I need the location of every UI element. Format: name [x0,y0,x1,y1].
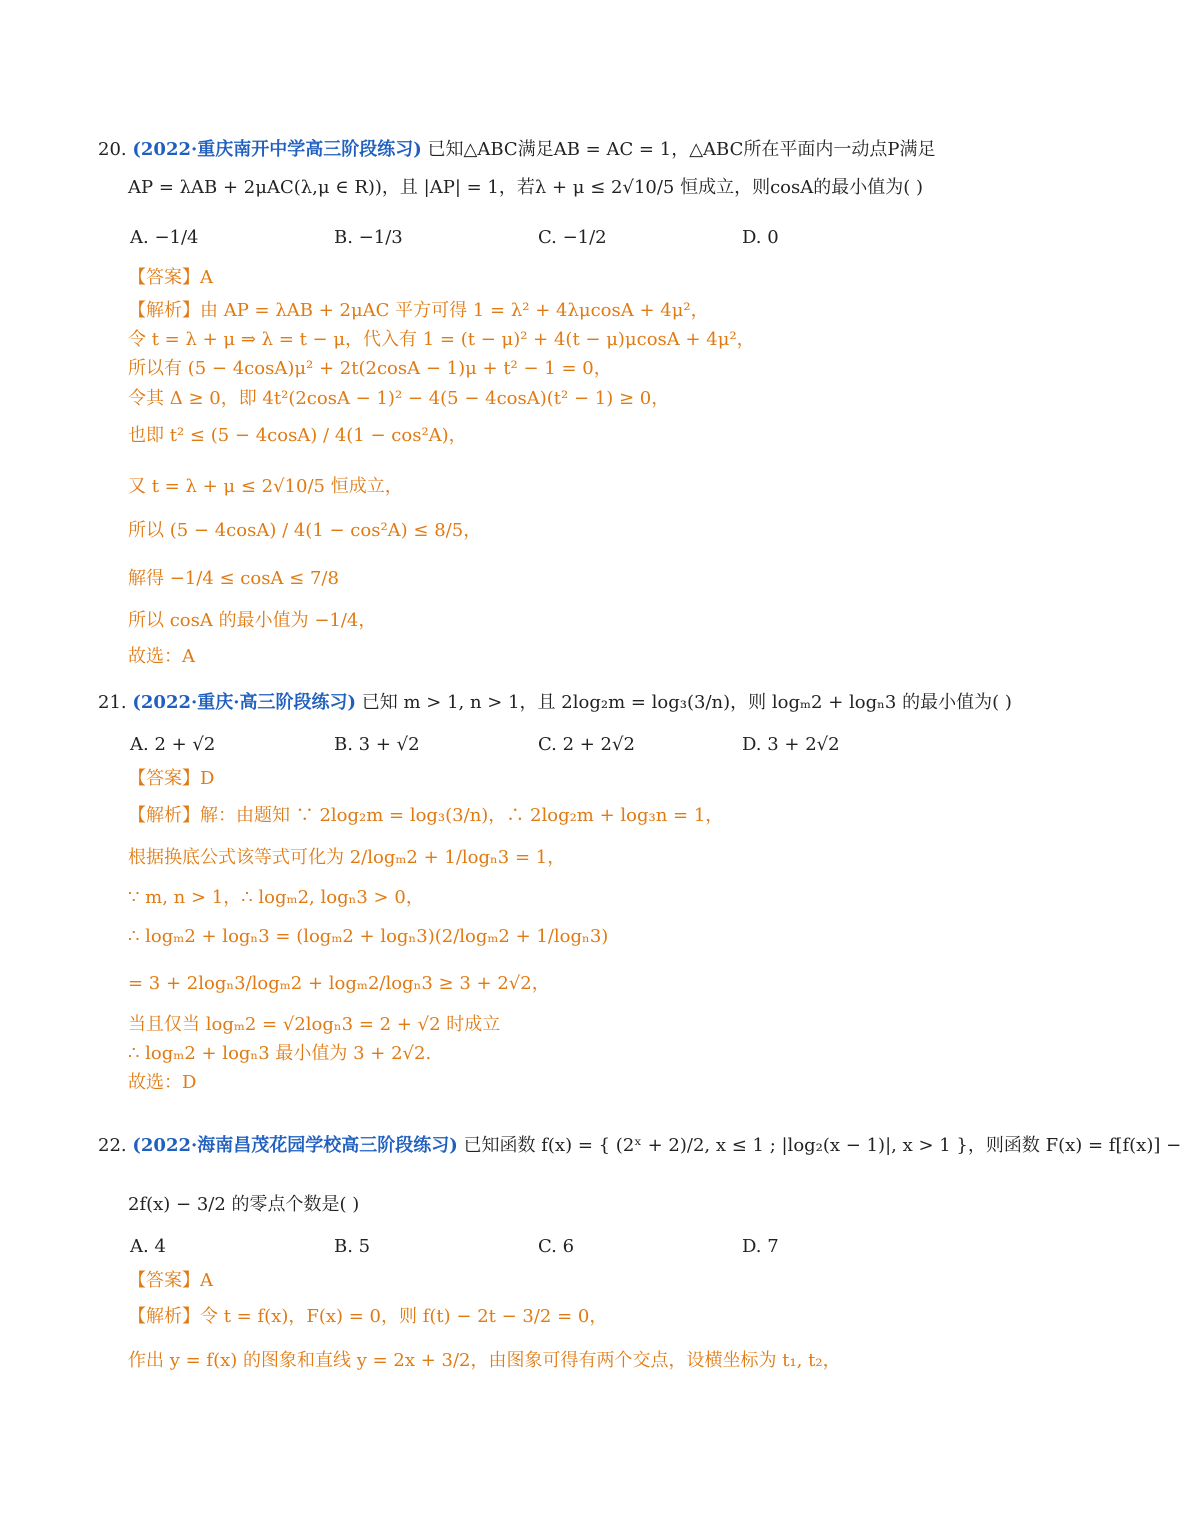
q21-analysis-line: 根据换底公式该等式可化为 2/logₘ2 + 1/logₙ3 = 1， [128,847,566,868]
q20-analysis-line: 所以 cosA 的最小值为 −1/4， [128,610,377,631]
q21-stem-text: 已知 m > 1, n > 1，且 2log₂m = log₃(3/n)，则 logₘ2 + logₙ3 的最小值为( ) [361,692,1012,713]
q20-analysis-line: 又 t = λ + μ ≤ 2√10/5 恒成立， [128,476,403,497]
q22-option-d: D. 7 [742,1236,779,1257]
q21-option-d: D. 3 + 2√2 [742,734,840,755]
q20-analysis-line: 令 t = λ + μ ⇒ λ = t − μ，代入有 1 = (t − μ)² + 4(t − μ)μcosA + 4μ²， [128,329,755,350]
q21-analysis-line: 当且仅当 logₘ2 = √2logₙ3 = 2 + √2 时成立 [128,1014,501,1035]
q20-analysis-line: 也即 t² ≤ (5 − 4cosA) / 4(1 − cos²A)， [128,425,467,446]
q21-analysis-line: 故选：D [128,1072,197,1093]
q22-analysis-line: 【解析】令 t = f(x)，F(x) = 0，则 f(t) − 2t − 3/2 = 0， [128,1306,608,1327]
q22-option-b: B. 5 [334,1236,371,1257]
q20-option-a: A. −1/4 [130,227,199,248]
q21-source: (2022·重庆·高三阶段练习) [132,692,357,713]
q20-answer: 【答案】A [128,267,213,288]
q22-number: 22. [98,1135,127,1156]
q21-option-c: C. 2 + 2√2 [538,734,635,755]
q21-analysis-line: 【解析】解：由题知 ∵ 2log₂m = log₃(3/n)，∴ 2log₂m + log₃n = 1， [128,805,724,826]
q20-option-c: C. −1/2 [538,227,607,248]
q22-analysis-line: 作出 y = f(x) 的图象和直线 y = 2x + 3/2，由图象可得有两个交点，设横坐标为 t₁, t₂， [128,1350,841,1371]
q22-option-c: C. 6 [538,1236,575,1257]
q20-analysis-line: 【解析】由 AP = λAB + 2μAC 平方可得 1 = λ² + 4λμcosA + 4μ²， [128,300,709,321]
q21-option-b: B. 3 + √2 [334,734,420,755]
q20-option-d: D. 0 [742,227,779,248]
q20-analysis-line: 所以有 (5 − 4cosA)μ² + 2t(2cosA − 1)μ + t² − 1 = 0， [128,358,612,379]
q20-analysis-line: 令其 Δ ≥ 0，即 4t²(2cosA − 1)² − 4(5 − 4cosA)(t² − 1) ≥ 0， [128,388,670,409]
q21-analysis-line: ∴ logₘ2 + logₙ3 = (logₘ2 + logₙ3)(2/logₘ2 + 1/logₙ3) [128,926,609,947]
q21-answer: 【答案】D [128,768,215,789]
q20-option-b: B. −1/3 [334,227,403,248]
q21-option-a: A. 2 + √2 [130,734,216,755]
q20-analysis-line: 故选：A [128,646,195,667]
q22-source: (2022·海南昌茂花园学校高三阶段练习) [132,1135,458,1156]
q20-stem-line2: AP = λAB + 2μAC(λ,μ ∈ R))，且 |AP| = 1，若λ + μ ≤ 2√10/5 恒成立，则cosA的最小值为( ) [128,177,924,198]
q22-stem-line1 [98,1132,1181,1160]
q21-stem [98,689,1012,717]
q22-stem-text1: 已知函数 f(x) = { (2ˣ + 2)/2, x ≤ 1 ; |log₂(x − 1)|, x > 1 }，则函数 F(x) = f[f(x)] − [463,1135,1181,1156]
q20-analysis-line: 所以 (5 − 4cosA) / 4(1 − cos²A) ≤ 8/5， [128,520,482,541]
q22-option-a: A. 4 [130,1236,166,1257]
q22-answer: 【答案】A [128,1270,213,1291]
q20-stem-text1: 已知△ABC满足AB = AC = 1，△ABC所在平面内一动点P满足 [427,139,936,160]
q21-number: 21. [98,692,127,713]
q21-analysis-line: ∴ logₘ2 + logₙ3 最小值为 3 + 2√2. [128,1043,432,1064]
q21-analysis-line: = 3 + 2logₙ3/logₘ2 + logₘ2/logₙ3 ≥ 3 + 2√2， [128,973,550,994]
q21-analysis-line: ∵ m, n > 1，∴ logₘ2, logₙ3 > 0， [128,887,424,908]
q22-stem-line2: 2f(x) − 3/2 的零点个数是( ) [128,1194,360,1215]
q20-source: (2022·重庆南开中学高三阶段练习) [132,139,422,160]
q20-stem-line1 [98,136,935,164]
q20-analysis-line: 解得 −1/4 ≤ cosA ≤ 7/8 [128,568,339,589]
q20-number: 20. [98,139,127,160]
